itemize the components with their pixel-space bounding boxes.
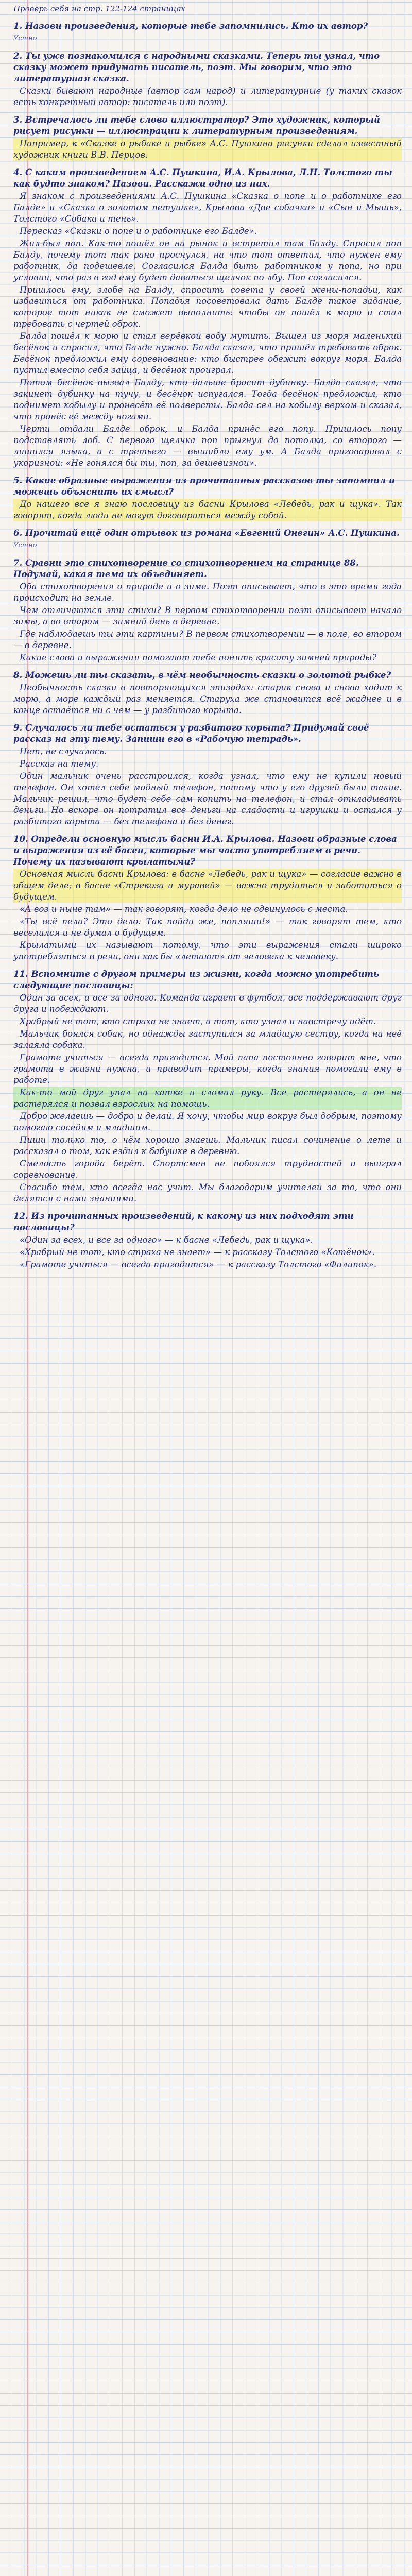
- answer-paragraph: Добро желаешь — добро и делай. Я хочу, чтобы мир вокруг был добрым, поэтому помогаю соседям и младшим.: [13, 1111, 402, 1132]
- task-t1: [13, 21, 402, 44]
- tasks-list: [13, 21, 402, 1270]
- task-question: 4. С каким произведением А.С. Пушкина, И.А. Крылова, Л.Н. Толстого ты как будто знаком? Назови. Расскажи одно из них.: [13, 167, 392, 189]
- task-question: 9. Случалось ли тебе остаться у разбитого корыта? Придумай своё рассказ на эту тему. Запиши его в «Рабочую тетрадь».: [13, 723, 369, 744]
- task-note: Устно: [13, 35, 37, 42]
- answer-paragraph: Мальчик боялся собак, но однажды заступился за младшую сестру, когда на неё залаяла собака.: [13, 1029, 402, 1050]
- task-t8: [13, 670, 402, 716]
- task-question: 1. Назови произведения, которые тебе запомнились. Кто их автор?: [13, 21, 368, 31]
- task-question: 5. Какие образные выражения из прочитанных рассказов ты запомнил и можешь объяснить их смысл?: [13, 476, 395, 497]
- answer-paragraph: Пересказ «Сказки о попе и о работнике его Балде».: [20, 226, 257, 236]
- task-question: 10. Определи основную мысль басни И.А. Крылова. Назови образные слова и выражения из её басен, которые мы часто употребляем в речи. Почему их называют крылатыми?: [13, 834, 397, 867]
- task-t2: [13, 50, 402, 108]
- answer-paragraph: Потом бесёнок вызвал Балду, кто дальше бросит дубинку. Балда сказал, что закинет дубинку на тучу, и бесёнок испугался. Тогда бесёнок предложил, кто поднимет кобылу и пронесёт её полверсты. Балда сел на кобылу верхом и сказал, что пронёс её между ногами.: [13, 378, 402, 421]
- answer-paragraph: Пиши только то, о чём хорошо знаешь. Мальчик писал сочинение о лете и рассказал о том, как ездил к бабушке в деревню.: [13, 1135, 402, 1156]
- answer-paragraph: Я знаком с произведениями А.С. Пушкина «Сказка о попе и о работнике его Балде» и «Сказка о золотом петушке», Крылова «Две собачки» и «Сын и Мышь», Толстого «Собака и тень».: [13, 191, 402, 224]
- answer-paragraph: Один за всех, и все за одного. Команда играет в футбол, все поддерживают друг друга и побеждают.: [13, 993, 402, 1014]
- answer-paragraph: Основная мысль басни Крылова: в басне «Лебедь, рак и щука» — согласие важно в общем деле; в басне «Стрекоза и муравей» — важно трудиться и заботиться о будущем.: [13, 869, 402, 902]
- answer-paragraph: Пришлось ему, злобе на Балду, спросить совета у своей жены-попадьи, как избавиться от работника. Попадья посоветовала дать Балде такое задание, которое тот никак не сможет выполнить: чтобы он пошёл к морю и стал требовать с чертей оброк.: [13, 285, 402, 329]
- answer-paragraph: Где наблюдаешь ты эти картины? В первом стихотворении — в поле, во втором — в деревне.: [13, 629, 402, 650]
- task-question: 8. Можешь ли ты сказать, в чём необычность сказки о золотой рыбке?: [13, 670, 391, 680]
- task-t10: [13, 834, 402, 962]
- answer-paragraph: «А воз и ныне там» — так говорят, когда дело не сдвинулось с места.: [20, 904, 348, 914]
- answer-paragraph: Храбрый не тот, кто страха не знает, а тот, кто узнал и навстречу идёт.: [20, 1016, 376, 1026]
- task-t5: [13, 475, 402, 521]
- answer-paragraph: «Ты всё пела? Это дело: Так пойди же, попляши!» — так говорят тем, кто веселился и не думал о будущем.: [13, 917, 402, 938]
- answer-paragraph: «Один за всех, и все за одного» — к басне «Лебедь, рак и щука».: [20, 1235, 313, 1245]
- task-t7: [13, 557, 402, 664]
- answer-paragraph: Спасибо тем, кто всегда нас учит. Мы благодарим учителей за то, что они делятся с нами знаниями.: [13, 1182, 402, 1204]
- answer-paragraph: «Храбрый не тот, кто страха не знает» — к рассказу Толстого «Котёнок».: [20, 1247, 375, 1257]
- task-t6: [13, 528, 402, 551]
- task-t4: [13, 167, 402, 469]
- task-question: 6. Прочитай ещё один отрывок из романа «Евгений Онегин» А.С. Пушкина.: [13, 528, 400, 538]
- task-question: 7. Сравни это стихотворение со стихотворением на странице 88. Подумай, какая тема их объединяет.: [13, 558, 359, 579]
- task-t9: [13, 722, 402, 827]
- answer-paragraph: Необычность сказки в повторяющихся эпизодах: старик снова и снова ходит к морю, а море каждый раз меняется. Старуха же становится всё жаднее и в конце остаётся ни с чем — у разбитого корыта.: [13, 683, 402, 715]
- answer-paragraph: Рассказ на тему.: [20, 759, 99, 769]
- task-note: Устно: [13, 541, 37, 549]
- task-t11: [13, 969, 402, 1205]
- answer-paragraph: Чем отличаются эти стихи? В первом стихотворении поэт описывает начало зимы, а во втором — зимний день в деревне.: [13, 605, 402, 626]
- answer-paragraph: Нет, не случалось.: [20, 747, 107, 756]
- answer-paragraph: Какие слова и выражения помогают тебе понять красоту зимней природы?: [20, 653, 377, 663]
- answer-paragraph: Грамоте учиться — всегда пригодится. Мой папа постоянно говорит мне, что грамота в жизни нужна, и приводит примеры, когда знания помогали ему в работе.: [13, 1053, 402, 1085]
- task-question: 3. Встречалось ли тебе слово иллюстратор? Это художник, который рисует рисунки — иллюстрации к литературным произведениям.: [13, 115, 380, 136]
- answer-paragraph: Как-то мой друг упал на катке и сломал руку. Все растерялись, а он не растерялся и позвал взрослых на помощь.: [13, 1088, 402, 1109]
- answer-paragraph: Сказки бывают народные (автор сам народ) и литературные (у таких сказок есть конкретный автор: писатель или поэт).: [13, 86, 402, 107]
- content: [13, 3, 402, 1272]
- task-question: 2. Ты уже познакомился с народными сказками. Теперь ты узнал, что сказку может придумать писатель, поэт. Мы говорим, что это литературная сказка.: [13, 51, 380, 83]
- answer-paragraph: Смелость города берёт. Спортсмен не побоялся трудностей и выиграл соревнование.: [13, 1159, 402, 1180]
- page-header: Проверь себя на стр. 122-124 страницах: [13, 4, 186, 13]
- answer-paragraph: Балда пошёл к морю и стал верёвкой воду мутить. Вышел из моря маленький бесёнок и спросил, что Балде нужно. Балда сказал, что пришёл требовать оброк. Бесёнок предложил ему соревнование: кто быстрее обежит вокруг моря. Балда пустил вместо себя зайца, и бесёнок проиграл.: [13, 331, 402, 375]
- answer-paragraph: Черти отдали Балде оброк, и Балда принёс его попу. Пришлось попу подставлять лоб. С первого щелчка поп прыгнул до потолка, со второго — лишился языка, а с третьего — вышибло ему ум. А Балда приговаривал с укоризной: «Не гонялся бы ты, поп, за дешевизной».: [13, 424, 402, 468]
- task-question: 12. Из прочитанных произведений, к какому из них подходят эти пословицы?: [13, 1211, 354, 1232]
- answer-paragraph: До нашего все я знаю пословицу из басни Крылова «Лебедь, рак и щука». Так говорят, когда люди не могут договориться между собой.: [13, 499, 402, 520]
- answer-paragraph: «Грамоте учиться — всегда пригодится» — к рассказу Толстого «Филипок».: [20, 1260, 377, 1269]
- task-question: 11. Вспомните с другом примеры из жизни, когда можно употребить следующие пословицы:: [13, 969, 379, 990]
- task-t12: [13, 1211, 402, 1270]
- answer-paragraph: Крылатыми их называют потому, что эти выражения стали широко употребляться в речи, они как бы «летают» от человека к человеку.: [13, 940, 402, 961]
- answer-paragraph: Например, к «Сказке о рыбаке и рыбке» А.С. Пушкина рисунки сделал известный художник книги В.В. Перцов.: [13, 139, 402, 160]
- answer-paragraph: Один мальчик очень расстроился, когда узнал, что ему не купили новый телефон. Он хотел себе модный телефон, потому что у его друзей были такие. Мальчик решил, что будет себе сам копить на телефон, и стал откладывать деньги. Но вскоре он потратил все деньги на сладости и игрушки и остался у разбитого корыта — без телефона и без денег.: [13, 771, 402, 826]
- task-t3: [13, 114, 402, 161]
- answer-paragraph: Оба стихотворения о природе и о зиме. Поэт описывает, что в это время года происходит на земле.: [13, 582, 402, 603]
- answer-paragraph: Жил-был поп. Как-то пошёл он на рынок и встретил там Балду. Спросил поп Балду, почему тот так рано проснулся, на что тот ответил, что нужен ему работник, да подешевле. Согласился Балда быть работником у попа, но при условии, что раз в год ему будет даваться щелчок по лбу. Поп согласился.: [13, 239, 402, 282]
